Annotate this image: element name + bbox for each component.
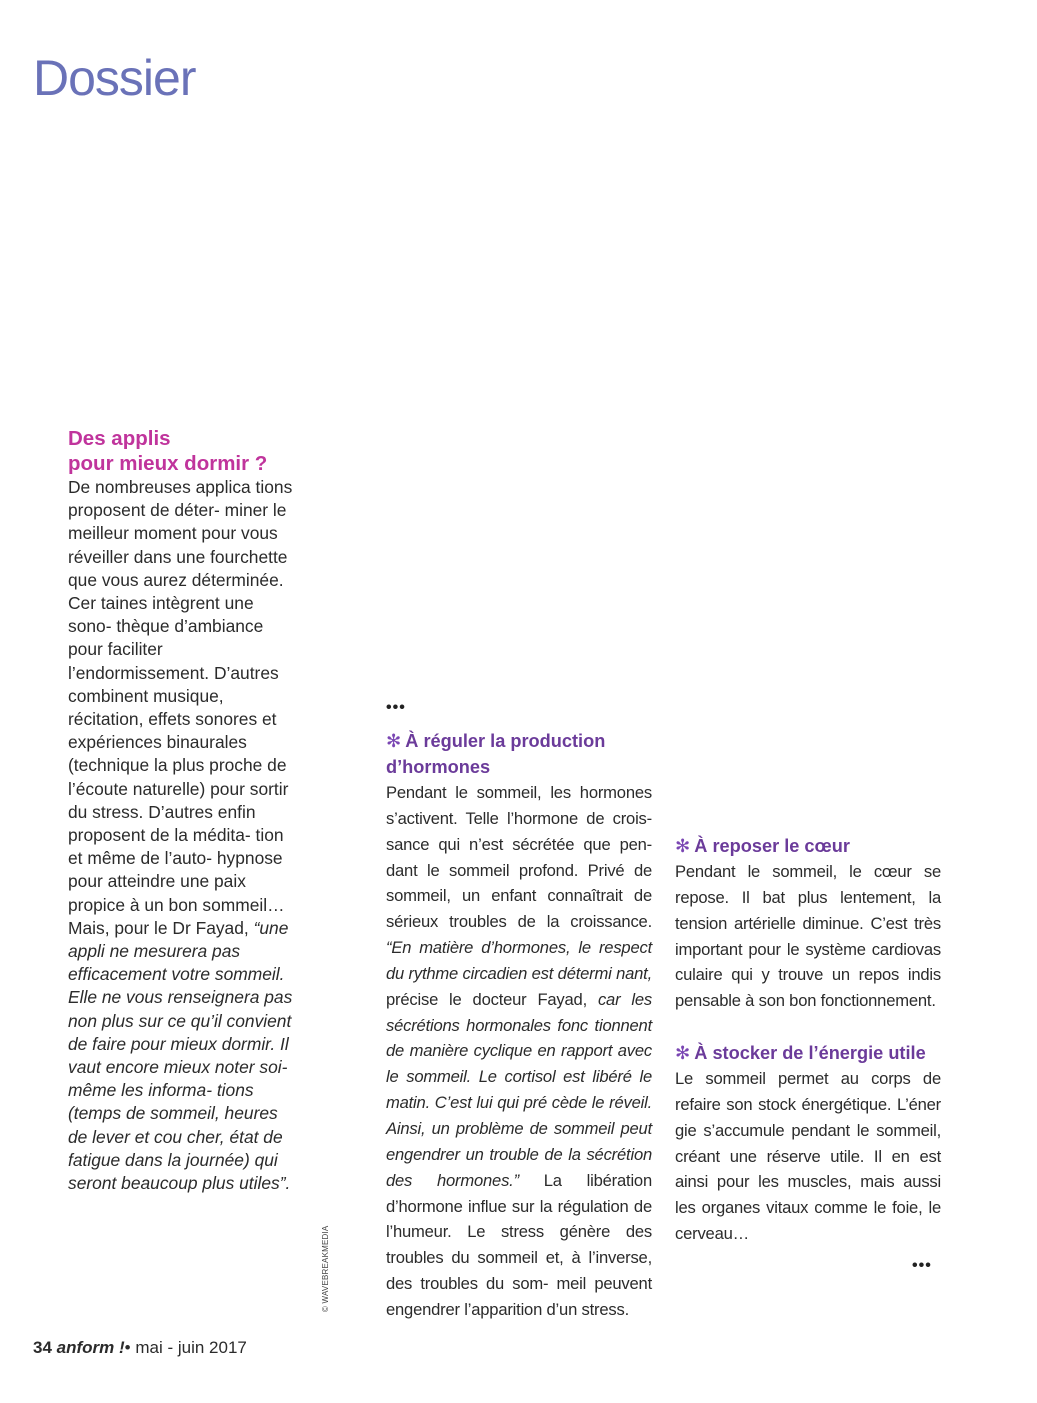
sidebar-quote: “une appli ne mesurera pas efficacement votre sommeil. Elle ne vous renseignera pas non plus sur ce qu’il convient de faire pour mieux dormir. Il vaut encore mieux noter soi-même les informa- tions (temps de sommeil, heures de lever et cou cher, état de fatigue dans la journée) qui seront beaucoup plus utiles”. <box>68 917 293 1194</box>
sidebar-title-line-1: Des applis <box>68 427 171 450</box>
section-gap <box>675 1014 941 1040</box>
asterisk-icon: ✻ <box>675 1043 691 1064</box>
magazine-name: anform ! <box>56 1338 125 1357</box>
sidebar-title <box>68 426 300 476</box>
sidebar-body <box>68 476 300 1195</box>
sidebar-body-text: De nombreuses applica tions proposent de déter- miner le meilleur moment pour vous réveiller dans une fourchette que vous aurez déterminée. Cer taines intègrent une sono- thèque d’ambiance pour faciliter l’endormissement. D’autres combinent musique, récitation, effets sonores et expériences binaurales (technique la plus proche de l’écoute naturelle) pour sortir du stress. D’autres enfin proposent de la médita- tion et même de l’auto- hypnose pour atteindre une paix propice à un bon sommeil… Mais, pour le Dr Fayad, <box>68 477 293 938</box>
end-mark: ••• <box>912 1257 932 1274</box>
asterisk-icon: ✻ <box>386 731 402 751</box>
section-title: Dossier <box>33 50 196 106</box>
body-text: La libération d’hormone influe sur la régulation de l’humeur. Le stress génère des troubles du sommeil et, à l’inverse, des troubles du som- meil peuvent engendrer l’apparition d’un stress. <box>386 1170 652 1319</box>
footer-separator: • <box>124 1338 131 1357</box>
issue-date: mai - juin 2017 <box>135 1338 247 1357</box>
quote-text: “En matière d’hormones, le respect du rythme circadien est détermi nant, <box>386 938 652 983</box>
continuation-mark: ••• <box>386 699 406 716</box>
section-body-hormones <box>386 780 652 1323</box>
asterisk-icon: ✻ <box>675 836 691 856</box>
section-heading-heart <box>675 833 941 859</box>
section-heading-energy <box>675 1040 941 1066</box>
sidebar-title-line-2: pour mieux dormir ? <box>68 452 268 475</box>
article-column-2 <box>675 729 941 1247</box>
section-heading-text: À réguler la production d’hormones <box>386 731 606 777</box>
section-heading-hormones <box>386 728 652 780</box>
section-body-heart: Pendant le sommeil, le cœur se repose. Il bat plus lentement, la tension artérielle diminue. C’est très important pour le système cardiovas culaire qui y trouve un repos indis pensable à son bon fonctionnement. <box>675 862 941 1011</box>
photo-credit: © WAVEBREAKMEDIA <box>321 1225 330 1312</box>
column-flow-spacer <box>675 729 941 833</box>
article-column-1 <box>386 700 652 1323</box>
body-text: Pendant le sommeil, les hormones s’activent. Telle l’hormone de crois- sance qui n’est sécrétée que pen- dant le sommeil profond. Privé de sommeil, un enfant connaîtrait de sérieux troubles de la croissance. <box>386 783 652 932</box>
section-heading-text: À reposer le cœur <box>694 836 850 856</box>
page-footer <box>33 1338 247 1358</box>
quote-text: car les sécrétions hormonales fonc tionnent de manière cyclique en rapport avec le sommeil. Le cortisol est libéré le matin. C’est lui qui pré cède le réveil. Ainsi, un problème de sommeil peut engendrer un trouble de la sécrétion des hormones.” <box>386 989 652 1190</box>
body-text: précise le docteur Fayad, <box>386 989 598 1009</box>
page-number: 34 <box>33 1338 52 1357</box>
section-heading-text: À stocker de l’énergie utile <box>694 1043 926 1064</box>
section-body-energy: Le sommeil permet au corps de refaire son stock énergétique. L’éner gie s’accumule pendant le sommeil, créant une réserve utile. Il en est ainsi pour les muscles, mais aussi les organes vitaux comme le foie, le cerveau… <box>675 1069 941 1244</box>
sidebar-box <box>68 426 300 1195</box>
